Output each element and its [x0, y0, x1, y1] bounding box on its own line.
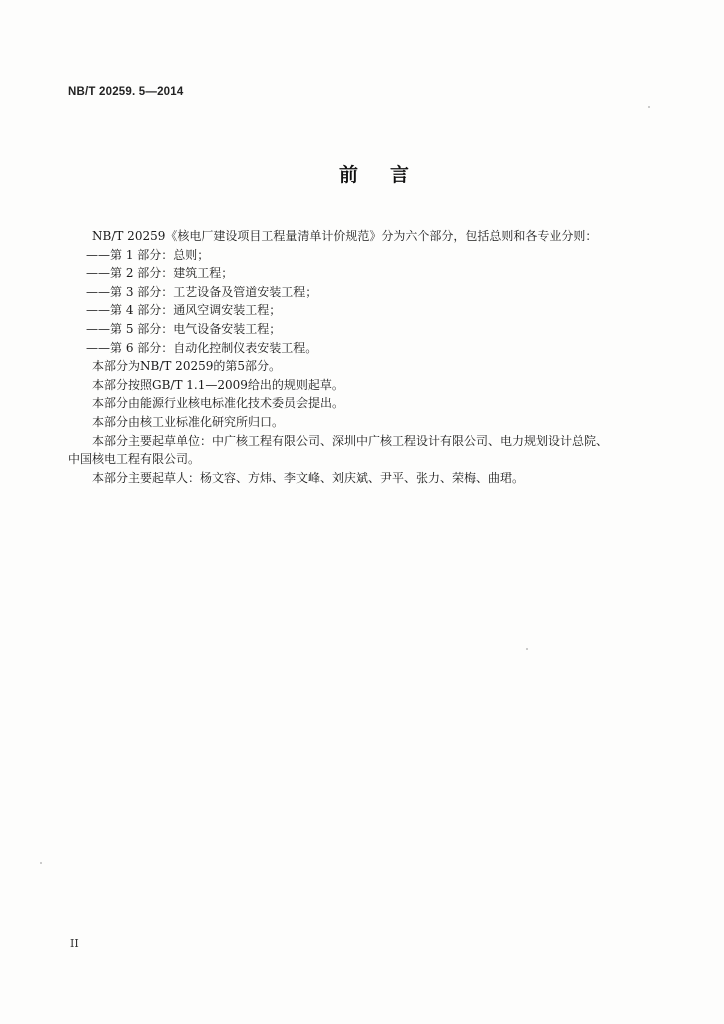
- intro-paragraph: NB/T 20259《核电厂建设项目工程量清单计价规范》分为六个部分，包括总则和各专业分则：: [92, 229, 598, 243]
- part-list-item: ——第 3 部分：工艺设备及管道安装工程；: [86, 284, 318, 299]
- scan-speck: [526, 648, 528, 650]
- page-number: II: [70, 937, 79, 950]
- part-list-item: ——第 4 部分：通风空调安装工程；: [86, 303, 282, 318]
- scan-speck: [40, 862, 42, 864]
- part-list-item: ——第 6 部分：自动化控制仪表安装工程。: [86, 340, 318, 355]
- drafting-units-continuation: 中国核电工程有限公司。: [68, 452, 201, 467]
- scan-speck: [648, 106, 650, 108]
- drafting-units-paragraph: 本部分主要起草单位：中广核工程有限公司、深圳中广核工程设计有限公司、电力规划设计总院、: [92, 433, 609, 448]
- page-title: 前言: [338, 164, 441, 186]
- drafting-rules-paragraph: 本部分按照GB/T 1.1—2009给出的规则起草。: [92, 377, 344, 392]
- part-list-item: ——第 2 部分：建筑工程；: [86, 266, 234, 281]
- standard-number: NB/T 20259. 5—2014: [68, 86, 184, 98]
- part-list-item: ——第 1 部分：总则；: [86, 247, 210, 262]
- part-list-item: ——第 5 部分：电气设备安装工程；: [86, 321, 282, 336]
- this-part-paragraph: 本部分为NB/T 20259的第5部分。: [92, 359, 281, 374]
- drafters-paragraph: 本部分主要起草人：杨文容、方炜、李文峰、刘庆斌、尹平、张力、荣梅、曲珺。: [92, 470, 525, 485]
- proposed-by-paragraph: 本部分由能源行业核电标准化技术委员会提出。: [92, 396, 345, 411]
- managed-by-paragraph: 本部分由核工业标准化研究所归口。: [92, 414, 285, 429]
- foreword-body: [68, 227, 668, 487]
